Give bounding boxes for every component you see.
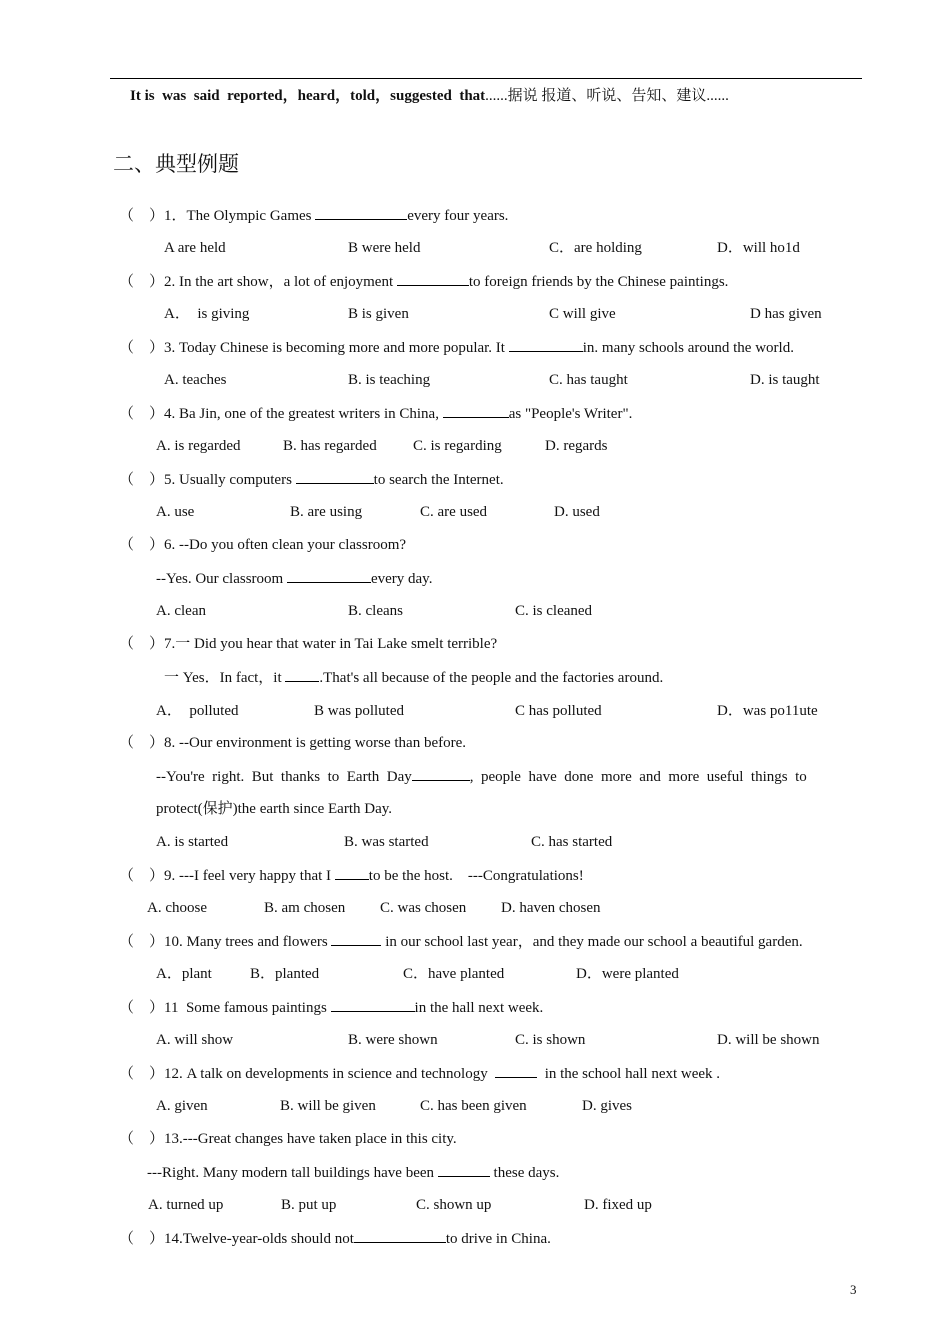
answer-paren: （ ） bbox=[119, 406, 165, 422]
answer-paren: （ ） bbox=[119, 868, 165, 884]
option-3d: D. is taught bbox=[750, 372, 820, 388]
question-11: （ ）11 Some famous paintings in the hall next week. bbox=[119, 997, 543, 1018]
question-8-reply-cont: protect(保护)the earth since Earth Day. bbox=[156, 801, 393, 817]
answer-blank bbox=[331, 931, 381, 946]
option-3a: A. teaches bbox=[164, 372, 227, 388]
answer-blank bbox=[285, 667, 319, 682]
option-2d: D has given bbox=[750, 306, 822, 322]
option-10b: B．planted bbox=[250, 966, 320, 982]
question-13-reply: ---Right. Many modern tall buildings have been these days. bbox=[147, 1162, 559, 1183]
option-3b: B. is teaching bbox=[348, 372, 431, 388]
question-7-reply: 一 Yes．In fact，it .That's all because of the people and the factories around. bbox=[164, 667, 663, 688]
option-9b: B. am chosen bbox=[264, 900, 346, 916]
option-13d: D. fixed up bbox=[584, 1197, 652, 1213]
option-6b: B. cleans bbox=[348, 603, 403, 619]
option-13b: B. put up bbox=[281, 1197, 337, 1213]
option-5d: D. used bbox=[554, 504, 600, 520]
answer-paren: （ ） bbox=[119, 274, 165, 290]
question-12: （ ）12. A talk on developments in science and technology in the school hall next week . bbox=[119, 1063, 720, 1084]
option-1a: A are held bbox=[164, 240, 226, 256]
answer-paren: （ ） bbox=[119, 208, 165, 224]
header-rule bbox=[110, 78, 862, 79]
option-3c: C. has taught bbox=[549, 372, 628, 388]
option-7a: A． polluted bbox=[156, 703, 239, 719]
question-7: （ ）7.一 Did you hear that water in Tai Lake smelt terrible? bbox=[119, 636, 498, 652]
option-10d: D．were planted bbox=[576, 966, 679, 982]
answer-blank bbox=[509, 337, 583, 352]
answer-blank bbox=[354, 1228, 446, 1243]
answer-blank bbox=[495, 1063, 537, 1078]
option-9a: A. choose bbox=[147, 900, 207, 916]
option-1d: D．will ho1d bbox=[717, 240, 800, 256]
answer-blank bbox=[443, 403, 509, 418]
option-9c: C. was chosen bbox=[380, 900, 467, 916]
answer-paren: （ ） bbox=[119, 636, 165, 652]
option-4d: D. regards bbox=[545, 438, 608, 454]
option-1c: C．are holding bbox=[549, 240, 642, 256]
intro-line bbox=[130, 86, 729, 106]
answer-blank bbox=[331, 997, 415, 1012]
question-10: （ ）10. Many trees and flowers in our school last year，and they made our school a beautiful garden. bbox=[119, 931, 803, 952]
option-11a: A. will show bbox=[156, 1032, 234, 1048]
answer-paren: （ ） bbox=[119, 340, 165, 356]
answer-blank bbox=[287, 568, 371, 583]
intro-bold: It is was said reported，heard，told，suggested that bbox=[130, 88, 486, 104]
option-8c: C. has started bbox=[531, 834, 613, 850]
option-10a: A．plant bbox=[156, 966, 212, 982]
option-4a: A. is regarded bbox=[156, 438, 241, 454]
option-6c: C. is cleaned bbox=[515, 603, 593, 619]
answer-paren: （ ） bbox=[119, 472, 165, 488]
question-8-reply: --You're right. But thanks to Earth Day , people have done more and more useful things to bbox=[156, 766, 807, 787]
answer-paren: （ ） bbox=[119, 735, 165, 751]
option-9d: D. haven chosen bbox=[501, 900, 601, 916]
option-12c: C. has been given bbox=[420, 1098, 527, 1114]
option-2c: C will give bbox=[549, 306, 616, 322]
question-2: （ ）2. In the art show，a lot of enjoyment to foreign friends by the Chinese paintings. bbox=[119, 271, 728, 292]
option-11b: B. were shown bbox=[348, 1032, 438, 1048]
answer-blank bbox=[397, 271, 469, 286]
option-11c: C. is shown bbox=[515, 1032, 586, 1048]
option-13c: C. shown up bbox=[416, 1197, 492, 1213]
option-13a: A. turned up bbox=[148, 1197, 224, 1213]
option-8b: B. was started bbox=[344, 834, 429, 850]
question-9: （ ）9. ---I feel very happy that I to be the host. ---Congratulations! bbox=[119, 865, 584, 886]
answer-paren: （ ） bbox=[119, 1000, 165, 1016]
answer-blank bbox=[412, 766, 470, 781]
answer-paren: （ ） bbox=[119, 1231, 165, 1247]
option-4c: C. is regarding bbox=[413, 438, 502, 454]
option-7d: D．was po11ute bbox=[717, 703, 818, 719]
intro-tail: ......据说 报道、听说、告知、建议...... bbox=[485, 88, 729, 104]
option-5b: B. are using bbox=[290, 504, 363, 520]
option-4b: B. has regarded bbox=[283, 438, 377, 454]
answer-blank bbox=[296, 469, 374, 484]
page-number: 3 bbox=[850, 1282, 857, 1297]
option-12a: A. given bbox=[156, 1098, 208, 1114]
answer-blank bbox=[438, 1162, 490, 1177]
option-2a: A． is giving bbox=[164, 306, 250, 322]
answer-paren: （ ） bbox=[119, 934, 165, 950]
option-2b: B is given bbox=[348, 306, 409, 322]
option-12d: D. gives bbox=[582, 1098, 632, 1114]
option-10c: C．have planted bbox=[403, 966, 505, 982]
answer-paren: （ ） bbox=[119, 1131, 165, 1147]
answer-blank bbox=[315, 205, 407, 220]
question-4: （ ）4. Ba Jin, one of the greatest writers in China, as "People's Writer". bbox=[119, 403, 632, 424]
section-title: 二、典型例题 bbox=[113, 152, 239, 176]
option-11d: D. will be shown bbox=[717, 1032, 820, 1048]
question-1: （ ）1．The Olympic Games every four years. bbox=[119, 205, 508, 226]
option-8a: A. is started bbox=[156, 834, 229, 850]
option-5c: C. are used bbox=[420, 504, 488, 520]
question-3: （ ）3. Today Chinese is becoming more and more popular. It in. many schools around the world. bbox=[119, 337, 794, 358]
option-5a: A. use bbox=[156, 504, 195, 520]
question-14: （ ）14.Twelve-year-olds should not to drive in China. bbox=[119, 1228, 551, 1249]
question-6-reply: --Yes. Our classroom every day. bbox=[156, 568, 432, 589]
option-7b: B was polluted bbox=[314, 703, 404, 719]
option-6a: A. clean bbox=[156, 603, 206, 619]
option-7c: C has polluted bbox=[515, 703, 602, 719]
answer-blank bbox=[335, 865, 369, 880]
question-5: （ ）5. Usually computers to search the Internet. bbox=[119, 469, 504, 490]
question-6: （ ）6. --Do you often clean your classroom? bbox=[119, 537, 407, 553]
answer-paren: （ ） bbox=[119, 1066, 165, 1082]
answer-paren: （ ） bbox=[119, 537, 165, 553]
option-1b: B were held bbox=[348, 240, 421, 256]
question-8: （ ）8. --Our environment is getting worse than before. bbox=[119, 735, 467, 751]
option-12b: B. will be given bbox=[280, 1098, 376, 1114]
question-13: （ ）13.---Great changes have taken place in this city. bbox=[119, 1131, 457, 1147]
